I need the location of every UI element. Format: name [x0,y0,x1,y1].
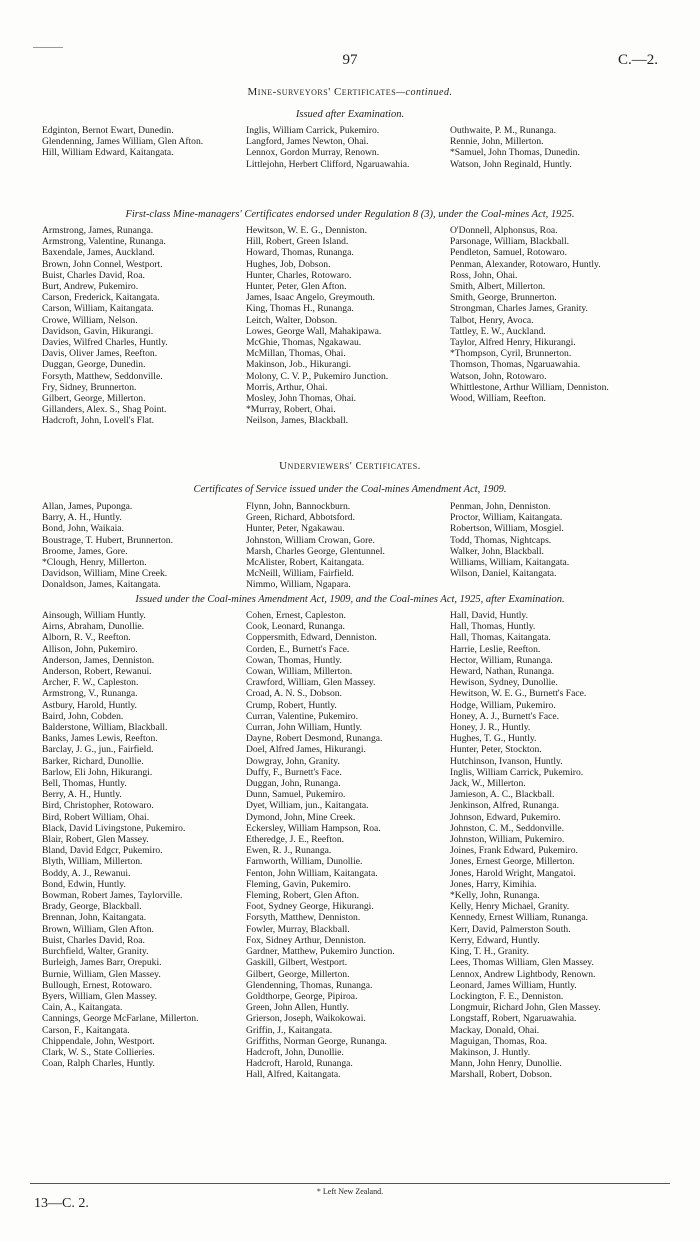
list-entry: Etheredge, J. E., Reefton. [246,834,345,846]
list-entry: *Thompson, Cyril, Brunnerton. [450,348,572,360]
list-entry: Fleming, Gavin, Pukemiro. [246,878,351,890]
list-entry: Allan, James, Puponga. [42,501,133,512]
list-entry: Jones, Harold Wright, Mangatoi. [450,867,576,879]
list-entry: Brennan, John, Kaitangata. [42,912,147,924]
list-entry: Nimmo, William, Ngapara. [246,579,351,591]
list-entry: Armstrong, V., Runanga. [42,688,138,700]
list-entry: Fleming, Robert, Glen Afton. [246,890,359,902]
list-entry: *Samuel, John Thomas, Dunedin. [450,147,580,159]
list-entry: Astbury, Harold, Huntly. [42,699,137,711]
list-entry: Blyth, William, Millerton. [42,856,143,868]
list-entry: Curran, John William, Huntly. [246,722,363,734]
section3-title-text: Underviewers' Certificates. [279,460,421,472]
list-entry: Proctor, William, Kaitangata. [450,512,563,524]
footnote-rule [30,1183,670,1184]
list-entry: Hunter, Peter, Ngakawau. [246,523,345,535]
list-entry: O'Donnell, Alphonsus, Roa. [450,225,558,236]
list-entry: Blair, Robert, Glen Massey. [42,834,149,846]
list-entry: Watson, John, Rotowaro. [450,370,547,382]
section2-col3 [450,225,666,427]
list-entry: James, Isaac Angelo, Greymouth. [246,292,375,304]
list-entry: Harrie, Leslie, Reefton. [450,643,541,655]
list-entry: Cowan, William, Millerton. [246,666,353,678]
list-entry: McMillan, Thomas, Ohai. [246,348,346,360]
list-entry: Penman, John, Denniston. [450,501,551,512]
list-entry: Boustrage, T. Hubert, Brunnerton. [42,534,174,546]
list-entry: Grierson, Joseph, Waikokowai. [246,1013,366,1025]
list-entry: Hunter, Peter, Stockton. [450,744,542,756]
section1-title [0,86,700,98]
list-entry: Penman, Alexander, Rotowaro, Huntly. [450,258,601,270]
list-entry: Banks, James Lewis, Reefton. [42,733,158,745]
section3-col3 [450,501,660,591]
list-entry: Talbot, Henry, Avoca. [450,314,534,326]
list-entry: Johnston, William Crowan, Gore. [246,534,375,546]
list-entry: *Murray, Robert, Ohai. [246,404,336,416]
list-entry: Bland, David Edgcr, Pukemiro. [42,845,163,857]
list-entry: Cohen, Ernest, Capleston. [246,610,346,621]
section4-subtitle: Issued under the Coal-mines Amendment Act, 1909, and the Coal-mines Act, 1925, after Examination. [135,594,565,605]
list-entry: Dunn, Samuel, Pukemiro. [246,789,346,801]
list-entry: Dymond, John, Mine Creek. [246,811,356,823]
list-entry: Dowgray, John, Granity. [246,755,340,767]
list-entry: Williams, William, Kaitangata. [450,557,570,569]
list-entry: Bullough, Ernest, Rotowaro. [42,979,153,991]
list-entry: Marsh, Charles George, Glentunnel. [246,545,385,557]
list-entry: Hall, David, Huntly. [450,610,528,621]
list-entry: Hadcroft, Harold, Runanga. [246,1058,353,1070]
list-entry: Carson, Frederick, Kaitangata. [42,292,160,304]
list-entry: Smith, George, Brunnerton. [450,292,557,304]
list-entry: Lees, Thomas William, Glen Massey. [450,957,594,969]
section1-subtitle: Issued after Examination. [295,109,405,120]
list-entry: Johnston, C. M., Seddonville. [450,822,565,834]
list-entry: Mosley, John Thomas, Ohai. [246,393,357,405]
list-entry: King, Thomas H., Runanga. [246,303,354,315]
list-entry: Burchfield, Walter, Granity. [42,946,149,958]
list-entry: Buist, Charles David, Roa. [42,934,145,946]
list-entry: Hewitson, W. E. G., Burnett's Face. [450,688,587,700]
section3-col1 [42,501,246,591]
list-entry: Black, David Livingstone, Pukemiro. [42,822,186,834]
list-entry: Heward, Nathan, Runanga. [450,666,555,678]
footnote: * Left New Zealand. [316,1187,384,1196]
list-entry: Outhwaite, P. M., Runanga. [450,125,557,136]
list-entry: Johnson, Edward, Pukemiro. [450,811,561,823]
list-entry: Bird, Christopher, Rotowaro. [42,800,154,812]
section1-title-main: Mine-surveyors' Certificates [247,86,397,98]
list-entry: Kerr, David, Palmerston South. [450,923,571,935]
list-entry: Tattley, E. W., Auckland. [450,325,546,337]
list-entry: McGhie, Thomas, Ngakawau. [246,337,362,349]
list-entry: Marshall, Robert, Dobson. [450,1069,553,1081]
list-entry: Jones, Harry, Kimihia. [450,878,537,890]
list-entry: Barclay, J. G., jun., Fairfield. [42,744,154,756]
list-entry: Bond, John, Waikaia. [42,523,124,535]
list-entry: Hunter, Peter, Glen Afton. [246,281,347,293]
list-entry: Hutchinson, Ivanson, Huntly. [450,755,563,767]
list-entry: Robertson, William, Mosgiel. [450,523,564,535]
list-entry: Leitch, Walter, Dobson. [246,314,338,326]
list-entry: Longmuir, Richard John, Glen Massey. [450,1002,601,1014]
list-entry: Lennox, Andrew Lightbody, Renown. [450,968,596,980]
list-entry: Brown, William, Glen Afton. [42,923,154,935]
list-entry: Ainsough, William Huntly. [42,610,146,621]
list-entry: Burleigh, James Barr, Orepuki. [42,957,162,969]
list-entry: Barlow, Eli John, Hikurangi. [42,766,153,778]
list-entry: Green, John Allen, Huntly. [246,1002,349,1014]
section3-subtitle: Certificates of Service issued under the Coal-mines Amendment Act, 1909. [193,484,507,495]
list-entry: Pendleton, Samuel, Rotowaro. [450,247,567,259]
list-entry: Hector, William, Runanga. [450,654,553,666]
list-entry: Kennedy, Ernest William, Runanga. [450,912,588,924]
list-entry: Hewitson, W. E. G., Denniston. [246,225,367,236]
list-entry: Glendenning, Thomas, Runanga. [246,979,373,991]
list-entry: Broome, James, Gore. [42,545,128,557]
list-entry: Longstaff, Robert, Ngaruawahia. [450,1013,577,1025]
list-entry: Wood, William, Reefton. [450,393,546,405]
list-entry: Cain, A., Kaitangata. [42,1002,123,1014]
list-entry: Berry, A. H., Huntly. [42,789,122,801]
list-entry: Crowe, William, Nelson. [42,314,138,326]
list-entry: Duggan, John, Runanga. [246,778,341,790]
list-entry: Bond, Edwin, Huntly. [42,878,126,890]
list-entry: Taylor, Alfred Henry, Hikurangi. [450,337,576,349]
section1-title-cont: —continued. [396,87,453,98]
list-entry: Joines, Frank Edward, Pukemiro. [450,845,578,857]
list-entry: Barker, Richard, Dunollie. [42,755,144,767]
list-entry: Fowler, Murray, Blackball. [246,923,350,935]
list-entry: Honey, J. R., Huntly. [450,722,531,734]
section3-columns [42,501,660,591]
list-entry: Morris, Arthur, Ohai. [246,381,328,393]
list-entry: Wilson, Daniel, Kaitangata. [450,568,557,580]
list-entry: Smith, Albert, Millerton. [450,281,546,293]
corner-rule [33,47,63,48]
section1-col3 [450,125,660,170]
section2-col2 [246,225,450,427]
list-entry: Cannings, George McFarlane, Millerton. [42,1013,199,1025]
list-entry: Davidson, Gavin, Hikurangi. [42,325,154,337]
list-entry: Alborn, R. V., Reefton. [42,632,131,644]
list-entry: Barry, A. H., Huntly. [42,512,122,524]
list-entry: Langford, James Newton, Ohai. [246,136,369,148]
list-entry: Bell, Thomas, Huntly. [42,778,127,790]
list-entry: Whittlestone, Arthur William, Denniston. [450,381,609,393]
list-entry: Archer, F. W., Capleston. [42,677,139,689]
list-entry: Baird, John, Cobden. [42,710,124,722]
list-entry: Parsonage, William, Blackball. [450,236,570,248]
list-entry: Jenkinson, Alfred, Runanga. [450,800,559,812]
section3-title [0,460,700,472]
list-entry: Brady, George, Blackball. [42,901,142,913]
list-entry: Inglis, William Carrick, Pukemiro. [450,766,584,778]
list-entry: Forsyth, Matthew, Seddonville. [42,370,163,382]
list-entry: Farnworth, William, Dunollie. [246,856,363,868]
list-entry: Hughes, T. G., Huntly. [450,733,537,745]
list-entry: Lockington, F. E., Denniston. [450,990,564,1002]
section1-col2 [246,125,450,170]
list-entry: Davies, Wilfred Charles, Huntly. [42,337,168,349]
section2-col1 [42,225,246,427]
list-entry: Mann, John Henry, Dunollie. [450,1058,562,1070]
section2-columns [42,225,666,427]
list-entry: Boddy, A. J., Rewanui. [42,867,131,879]
list-entry: Hill, Robert, Green Island. [246,236,349,248]
list-entry: Griffin, J., Kaitangata. [246,1024,333,1036]
list-entry: Carson, William, Kaitangata. [42,303,154,315]
list-entry: Fry, Sidney, Brunnerton. [42,381,137,393]
list-entry: Davidson, William, Mine Creek. [42,568,168,580]
list-entry: Gardner, Matthew, Pukemiro Junction. [246,946,395,958]
list-entry: Watson, John Reginald, Huntly. [450,158,572,170]
list-entry: Gilbert, George, Millerton. [246,968,350,980]
list-entry: Hodge, William, Pukemiro. [450,699,556,711]
list-entry: Doel, Alfred James, Hikurangi. [246,744,366,756]
list-entry: Todd, Thomas, Nightcaps. [450,534,552,546]
list-entry: Thomson, Thomas, Ngaruawahia. [450,359,581,371]
list-entry: Burt, Andrew, Pukemiro. [42,281,139,293]
list-entry: Anderson, Robert, Rewanui. [42,666,152,678]
list-entry: Makinson, J. Huntly. [450,1046,531,1058]
list-entry: Hall, Alfred, Kaitangata. [246,1069,341,1081]
list-entry: Forsyth, Matthew, Denniston. [246,912,361,924]
list-entry: Baxendale, James, Auckland. [42,247,155,259]
list-entry: Jack, W., Millerton. [450,778,526,790]
list-entry: Brown, John Connel, Westport. [42,258,163,270]
list-entry: Hall, Thomas, Kaitangata. [450,632,551,644]
list-entry: Lennox, Gordon Murray, Renown. [246,147,380,159]
list-entry: Armstrong, Valentine, Runanga. [42,236,166,248]
list-entry: *Kelly, John, Runanga. [450,890,540,902]
list-entry: Carson, F., Kaitangata. [42,1024,130,1036]
list-entry: Neilson, James, Blackball. [246,415,349,427]
list-entry: Byers, William, Glen Massey. [42,990,157,1002]
page-number: 97 [342,52,358,68]
list-entry: Cowan, Thomas, Huntly. [246,654,342,666]
list-entry: Hill, William Edward, Kaitangata. [42,147,174,159]
section4-col3 [450,610,666,1081]
list-entry: Inglis, William Carrick, Pukemiro. [246,125,380,136]
list-entry: Crump, Robert, Huntly. [246,699,337,711]
list-entry: Maguigan, Thomas, Roa. [450,1035,548,1047]
list-entry: Jamieson, A. C., Blackball. [450,789,555,801]
list-entry: Howard, Thomas, Runanga. [246,247,354,259]
list-entry: Armstrong, James, Runanga. [42,225,154,236]
list-entry: Flynn, John, Bannockburn. [246,501,351,512]
list-entry: Buist, Charles David, Roa. [42,269,145,281]
list-entry: Johnston, William, Pukemiro. [450,834,565,846]
list-entry: Goldthorpe, George, Pipiroa. [246,990,358,1002]
list-entry: Corden, E., Burnett's Face. [246,643,350,655]
list-entry: McAlister, Robert, Kaitangata. [246,557,365,569]
list-entry: Glendenning, James William, Glen Afton. [42,136,204,148]
list-entry: Honey, A. J., Burnett's Face. [450,710,560,722]
list-entry: Anderson, James, Denniston. [42,654,155,666]
page-signature: 13—C. 2. [34,1196,89,1211]
list-entry: Leonard, James William, Huntly. [450,979,577,991]
list-entry: Edginton, Bernot Ewart, Dunedin. [42,125,174,136]
list-entry: Fenton, John William, Kaitangata. [246,867,378,879]
section1-col1 [42,125,246,170]
section4-columns [42,610,666,1081]
list-entry: Hunter, Charles, Rotowaro. [246,269,352,281]
list-entry: Croad, A. N. S., Dobson. [246,688,342,700]
list-entry: Balderstone, William, Blackball. [42,722,168,734]
list-entry: Rennie, John, Millerton. [450,136,544,148]
list-entry: King, T. H., Granity. [450,946,529,958]
section1-columns [42,125,660,170]
doc-code: C.—2. [617,52,658,68]
list-entry: Littlejohn, Herbert Clifford, Ngaruawahia. [246,158,410,170]
section2-subtitle: First-class Mine-managers' Certificates endorsed under Regulation 8 (3), under the Coal-mines Act, 1925. [125,209,575,220]
list-entry: Fox, Sidney Arthur, Denniston. [246,934,367,946]
list-entry: Jones, Ernest George, Millerton. [450,856,575,868]
list-entry: Cook, Leonard, Runanga. [246,621,345,633]
list-entry: Clark, W. S., State Collieries. [42,1046,155,1058]
list-entry: Lowes, George Wall, Mahakipawa. [246,325,382,337]
list-entry: Mackay, Donald, Ohai. [450,1024,540,1036]
list-entry: Griffiths, Norman George, Runanga. [246,1035,387,1047]
list-entry: Hughes, Job, Dobson. [246,258,331,270]
list-entry: Hadcroft, John, Dunollie. [246,1046,344,1058]
list-entry: Eckersley, William Hampson, Roa. [246,822,381,834]
list-entry: Dayne, Robert Desmond, Runanga. [246,733,383,745]
list-entry: Strongman, Charles James, Granity. [450,303,588,315]
list-entry: Davis, Oliver James, Reefton. [42,348,158,360]
list-entry: Walker, John, Blackball. [450,545,544,557]
list-entry: Duffy, F., Burnett's Face. [246,766,342,778]
list-entry: Airns, Abraham, Dunollie. [42,621,145,633]
section4-col1 [42,610,246,1081]
list-entry: Foot, Sydney George, Hikurangi. [246,901,374,913]
list-entry: Donaldson, James, Kaitangata. [42,579,161,591]
list-entry: Bowman, Robert James, Taylorville. [42,890,183,902]
list-entry: Duggan, George, Dunedin. [42,359,146,371]
list-entry: McNeill, William, Fairfield. [246,568,354,580]
list-entry: Allison, John, Pukemiro. [42,643,138,655]
list-entry: Hadcroft, John, Lovell's Flat. [42,415,155,427]
list-entry: Burnie, William, Glen Massey. [42,968,161,980]
list-entry: Kelly, Henry Michael, Granity. [450,901,570,913]
list-entry: Gaskill, Gilbert, Westport. [246,957,348,969]
list-entry: Ewen, R. J., Runanga. [246,845,332,857]
list-entry: Coan, Ralph Charles, Huntly. [42,1058,155,1070]
list-entry: Gillanders, Alex. S., Shag Point. [42,404,167,416]
list-entry: Curran, Valentine, Pukemiro. [246,710,358,722]
section4-col2 [246,610,450,1081]
section3-col2 [246,501,450,591]
list-entry: Coppersmith, Edward, Denniston. [246,632,377,644]
list-entry: Crawford, William, Glen Massey. [246,677,376,689]
list-entry: Dyet, William, jun., Kaitangata. [246,800,369,812]
list-entry: Molony, C. V. P., Pukemiro Junction. [246,370,389,382]
list-entry: Chippendale, John, Westport. [42,1035,155,1047]
list-entry: Green, Richard, Abbotsford. [246,512,355,524]
list-entry: *Clough, Henry, Millerton. [42,557,147,569]
list-entry: Hall, Thomas, Huntly. [450,621,536,633]
list-entry: Hewison, Sydney, Dunollie. [450,677,558,689]
list-entry: Makinson, Job., Hikurangi. [246,359,351,371]
list-entry: Bird, Robert William, Ohai. [42,811,150,823]
list-entry: Kerry, Edward, Huntly. [450,934,540,946]
list-entry: Gilbert, George, Millerton. [42,393,146,405]
list-entry: Ross, John, Ohai. [450,269,518,281]
